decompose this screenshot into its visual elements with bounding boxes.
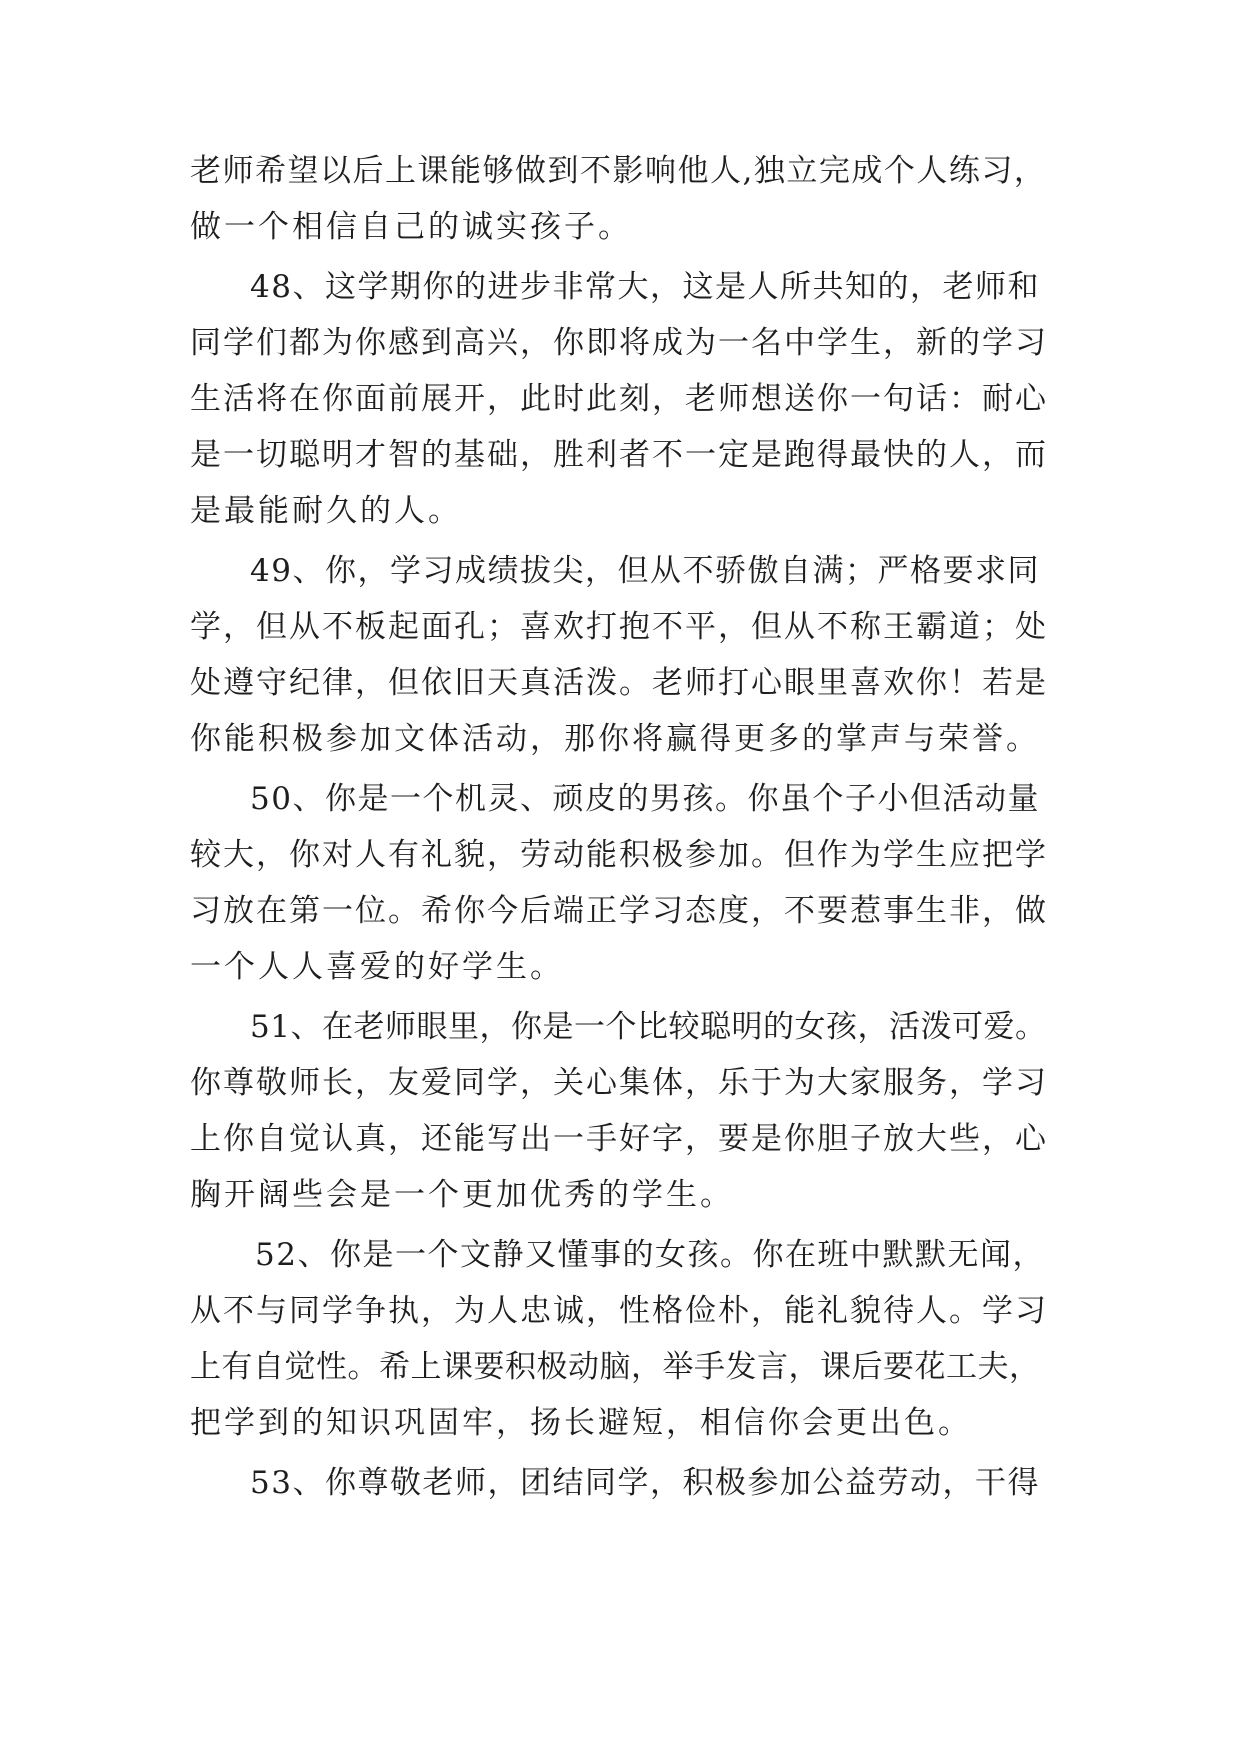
body-line: 习放在第一位。希你今后端正学习态度，不要惹事生非，做 [190, 893, 1048, 929]
body-line: 50、你是一个机灵、顽皮的男孩。你虽个子小但活动量 [250, 781, 1040, 817]
body-line: 你尊敬师长，友爱同学，关心集体，乐于为大家服务，学习 [190, 1065, 1048, 1101]
body-line: 52、你是一个文静又懂事的女孩。你在班中默默无闻， [255, 1237, 1045, 1273]
body-line: 51、在老师眼里，你是一个比较聪明的女孩，活泼可爱。 [250, 1009, 1047, 1045]
body-line: 同学们都为你感到高兴，你即将成为一名中学生，新的学习 [190, 325, 1048, 361]
body-line: 48、这学期你的进步非常大，这是人所共知的，老师和 [250, 269, 1040, 305]
body-line: 学，但从不板起面孔；喜欢打抱不平，但从不称王霸道；处 [190, 609, 1048, 645]
body-line: 做一个相信自己的诚实孩子。 [190, 209, 632, 245]
body-line: 老师希望以后上课能够做到不影响他人,独立完成个人练习， [190, 153, 1047, 189]
body-line: 上你自觉认真，还能写出一手好字，要是你胆子放大些，心 [190, 1121, 1048, 1157]
body-line: 是一切聪明才智的基础，胜利者不一定是跑得最快的人，而 [190, 437, 1048, 473]
body-line: 生活将在你面前展开，此时此刻，老师想送你一句话：耐心 [190, 381, 1048, 417]
body-line: 从不与同学争执，为人忠诚，性格俭朴，能礼貌待人。学习 [190, 1293, 1048, 1329]
body-line: 上有自觉性。希上课要积极动脑，举手发言，课后要花工夫， [190, 1349, 1041, 1385]
body-line: 53、你尊敬老师，团结同学，积极参加公益劳动，干得 [250, 1465, 1040, 1501]
body-line: 一个人人喜爱的好学生。 [190, 949, 564, 985]
body-line: 胸开阔些会是一个更加优秀的学生。 [190, 1177, 734, 1213]
body-line: 是最能耐久的人。 [190, 493, 462, 529]
body-line: 把学到的知识巩固牢，扬长避短，相信你会更出色。 [190, 1405, 972, 1441]
body-line: 处遵守纪律，但依旧天真活泼。老师打心眼里喜欢你！若是 [190, 665, 1048, 701]
body-line: 较大，你对人有礼貌，劳动能积极参加。但作为学生应把学 [190, 837, 1048, 873]
body-line: 你能积极参加文体活动，那你将赢得更多的掌声与荣誉。 [190, 721, 1040, 757]
body-line: 49、你，学习成绩拔尖，但从不骄傲自满；严格要求同 [250, 553, 1040, 589]
